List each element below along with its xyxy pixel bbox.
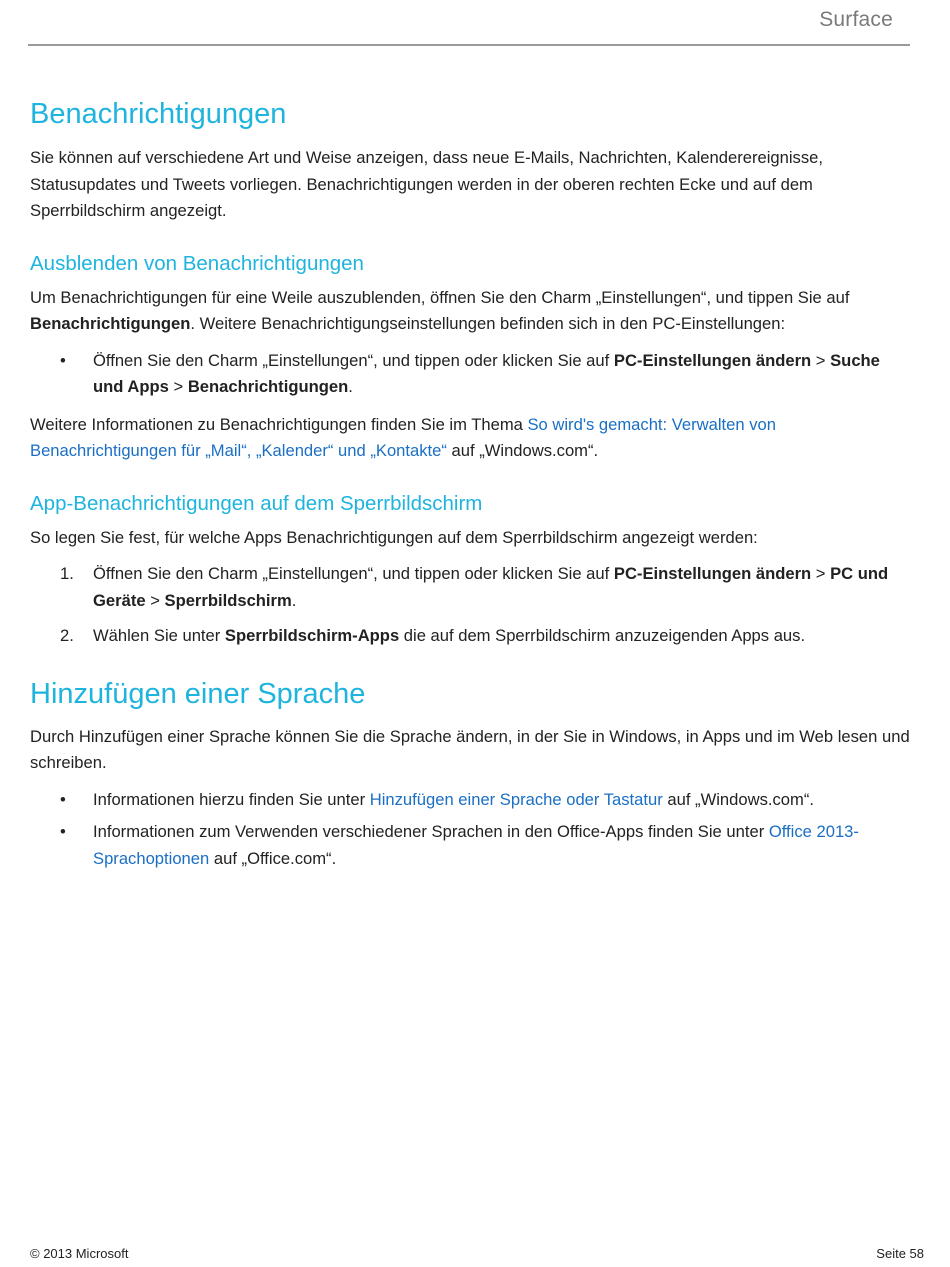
text-run: Wählen Sie unter (93, 626, 225, 645)
bold-term: PC-Einstellungen ändern (613, 350, 812, 370)
text-run: auf „Windows.com“. (662, 789, 814, 809)
text-run: Öffnen Sie den Charm „Einstellungen“, und tippen oder klicken Sie auf (93, 564, 614, 583)
text-run: > (168, 377, 188, 396)
bold-term: Sperrbildschirm-Apps (224, 626, 400, 645)
text-run: . Weitere Benachrichtigungseinstellungen befinden sich in den PC-Einstellungen: (190, 314, 786, 333)
text-run: > (145, 590, 165, 610)
bullet-marker: • (60, 350, 66, 370)
bold-term: Sperrbildschirm (164, 590, 292, 610)
list-item (30, 787, 910, 814)
step-number: 2. (60, 626, 74, 645)
text-run: auf „Office.com“. (209, 848, 337, 868)
section-title-notifications: Benachrichtigungen (30, 98, 287, 130)
link-manage-notifications[interactable]: So wird's gemacht: Verwalten von Benachrichtigungen für „Mail“, „Kalender“ und „Kontakte“ (30, 414, 776, 460)
lock-screen-steps (30, 561, 910, 650)
section-title-language: Hinzufügen einer Sprache (30, 677, 366, 710)
text-run: > (811, 564, 831, 583)
list-item (30, 348, 910, 401)
text-run: . (291, 590, 297, 610)
notifications-intro: Sie können auf verschiedene Art und Weise anzeigen, dass neue E-Mails, Nachrichten, Kalenderereignisse, Statusupdates und Tweets vorliegen. Benachrichtigungen werden in der oberen rechten Ecke und auf dem Sperrbildschirm angezeigt. (30, 148, 823, 220)
hide-notifications-list (30, 348, 910, 401)
list-item (30, 623, 910, 650)
header-divider (28, 44, 910, 46)
bullet-marker: • (60, 789, 66, 809)
footer-copyright: © 2013 Microsoft (30, 1246, 129, 1261)
hide-notifications-paragraph (30, 285, 910, 338)
text-run: Weitere Informationen zu Benachrichtigungen finden Sie im Thema (30, 414, 528, 434)
bold-term: PC-Einstellungen ändern (613, 564, 812, 583)
header-brand: Surface (819, 8, 893, 31)
subsection-title-lock-screen: App-Benachrichtigungen auf dem Sperrbildschirm (30, 491, 483, 515)
text-run: auf „Windows.com“. (446, 441, 599, 460)
bold-term: Suche und Apps (93, 350, 880, 396)
lock-screen-intro: So legen Sie fest, für welche Apps Benachrichtigungen auf dem Sperrbildschirm angezeigt werden: (30, 527, 758, 547)
bold-term: Benachrichtigungen (30, 314, 191, 333)
list-item (30, 819, 910, 872)
text-run: Informationen hierzu finden Sie unter (93, 789, 370, 809)
more-info-paragraph (30, 412, 910, 465)
page-content (30, 94, 910, 872)
bullet-marker: • (60, 822, 66, 841)
text-run: Öffnen Sie den Charm „Einstellungen“, und tippen oder klicken Sie auf (93, 350, 614, 370)
text-run: Um Benachrichtigungen für eine Weile auszublenden, öffnen Sie den Charm „Einstellungen“, und tippen Sie auf (30, 287, 850, 307)
subsection-title-hide-notifications: Ausblenden von Benachrichtigungen (30, 251, 364, 275)
bold-term: Benachrichtigungen (187, 377, 349, 396)
list-item (30, 561, 910, 614)
link-add-language[interactable]: Hinzufügen einer Sprache oder Tastatur (369, 789, 663, 809)
link-office-language-options[interactable]: Office 2013-Sprachoptionen (93, 822, 859, 868)
text-run: Informationen zum Verwenden verschiedener Sprachen in den Office-Apps finden Sie unter (93, 822, 769, 841)
step-number: 1. (60, 564, 74, 583)
language-intro: Durch Hinzufügen einer Sprache können Sie die Sprache ändern, in der Sie in Windows, in Apps und im Web lesen und schreiben. (30, 726, 910, 772)
bold-term: PC und Geräte (93, 564, 889, 610)
text-run: die auf dem Sperrbildschirm anzuzeigenden Apps aus. (399, 626, 806, 645)
footer-page-number: Seite 58 (876, 1246, 924, 1261)
language-list (30, 787, 910, 873)
text-run: > (811, 350, 831, 370)
text-run: . (348, 377, 353, 396)
